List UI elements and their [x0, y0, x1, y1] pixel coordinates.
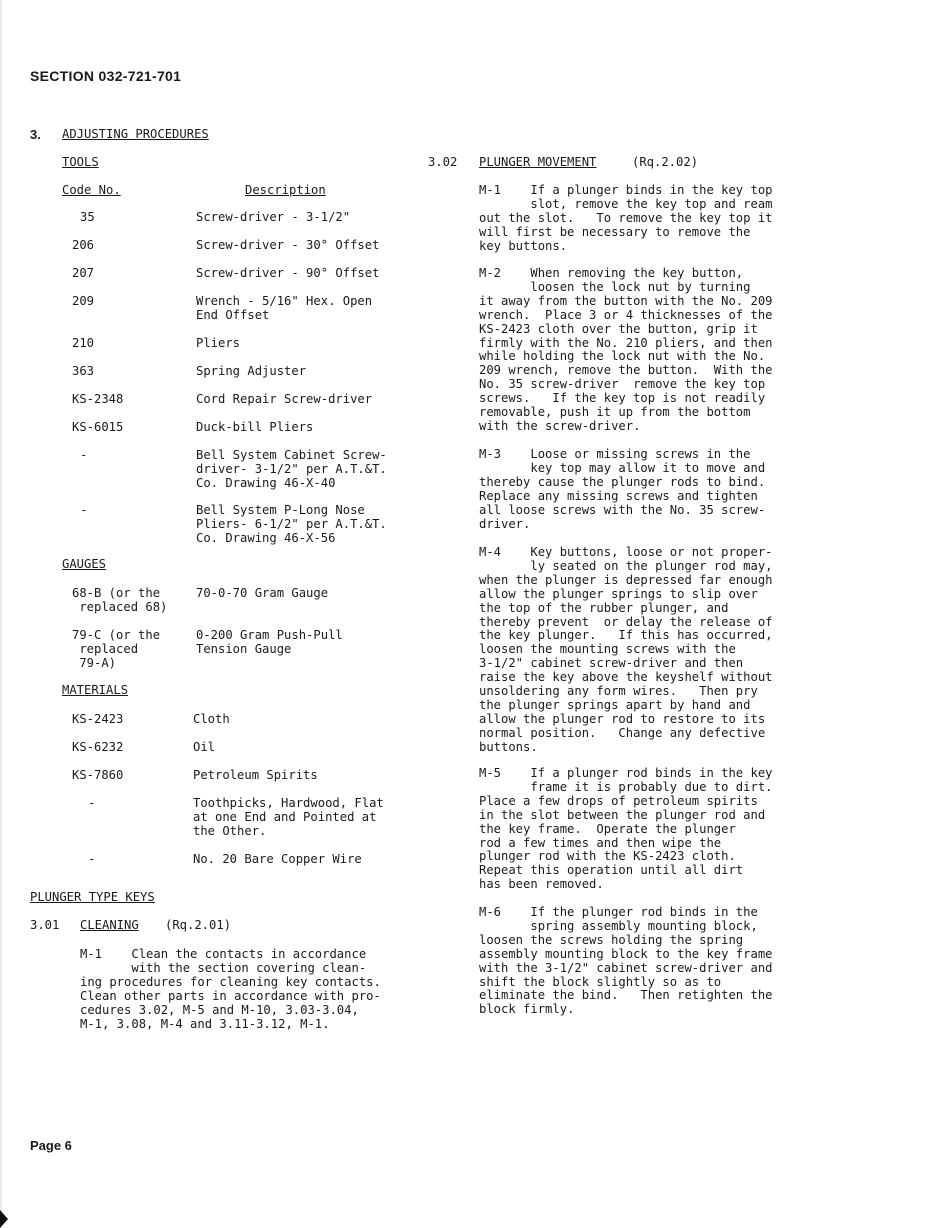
- plunger-movement-line: M-4 Key buttons, loose or not proper-: [479, 545, 773, 559]
- material-description: Toothpicks, Hardwood, Flat: [193, 796, 384, 810]
- tool-code: 35: [80, 210, 95, 224]
- plunger-movement-line: Place a few drops of petroleum spirits: [479, 793, 758, 808]
- plunger-movement-line: with the 3-1/2" cabinet screw-driver and: [479, 960, 773, 975]
- plunger-movement-line: key buttons.: [479, 238, 568, 253]
- cleaning-line: with the section covering clean-: [80, 961, 367, 975]
- page-number: Page 6: [30, 1138, 72, 1153]
- page-edge: [0, 0, 2, 1228]
- plunger-movement-line: out the slot. To remove the key top it: [479, 210, 773, 225]
- page-marker-icon: [0, 1210, 8, 1228]
- gauge-code: replaced 68): [72, 600, 168, 614]
- plunger-movement-title: PLUNGER MOVEMENT: [479, 155, 597, 169]
- plunger-movement-line: ly seated on the plunger rod may,: [479, 558, 773, 573]
- plunger-movement-line: rod a few times and then wipe the: [479, 835, 722, 850]
- tool-description: Pliers- 6-1/2" per A.T.&T.: [196, 517, 387, 531]
- material-description: at one End and Pointed at: [193, 810, 377, 824]
- plunger-movement-line: spring assembly mounting block,: [479, 918, 758, 933]
- plunger-movement-line: loosen the mounting screws with the: [479, 642, 736, 657]
- tool-description: Wrench - 5/16" Hex. Open: [196, 294, 373, 308]
- plunger-movement-line: while holding the lock nut with the No.: [479, 349, 766, 364]
- heading-number: 3.: [30, 127, 41, 142]
- material-description: Petroleum Spirits: [193, 768, 318, 782]
- material-description: Cloth: [193, 712, 230, 726]
- plunger-movement-line: 3-1/2" cabinet screw-driver and then: [479, 656, 744, 671]
- gauge-description: 70-0-70 Gram Gauge: [196, 586, 329, 600]
- plunger-movement-line: slot, remove the key top and ream: [479, 196, 773, 211]
- plunger-movement-line: No. 35 screw-driver remove the key top: [479, 377, 766, 392]
- plunger-movement-line: allow the plunger rod to restore to its: [479, 711, 766, 726]
- tool-description: End Offset: [196, 308, 270, 322]
- tool-description: Screw-driver - 30° Offset: [196, 238, 380, 252]
- tool-code: 210: [72, 336, 95, 350]
- plunger-movement-line: unsoldering any form wires. Then pry: [479, 684, 758, 698]
- cleaning-line: M-1 Clean the contacts in accordance: [80, 947, 367, 961]
- tools-col-code: Code No.: [62, 183, 121, 197]
- gauge-code: 79-A): [72, 656, 117, 670]
- plunger-movement-line: all loose screws with the No. 35 screw-: [479, 502, 766, 517]
- plunger-movement-line: M-1 If a plunger binds in the key top: [479, 183, 773, 197]
- tool-code: KS-6015: [72, 420, 124, 434]
- plunger-movement-line: loosen the screws holding the spring: [479, 932, 744, 947]
- cleaning-title: CLEANING: [80, 918, 139, 932]
- tool-code: 207: [72, 266, 95, 280]
- plunger-movement-line: key top may allow it to move and: [479, 460, 766, 475]
- plunger-movement-line: driver.: [479, 516, 531, 531]
- tool-description: Bell System Cabinet Screw-: [196, 448, 387, 462]
- plunger-movement-line: Replace any missing screws and tighten: [479, 488, 758, 503]
- gauge-code: 79-C (or the: [72, 628, 161, 642]
- cleaning-line: ing procedures for cleaning key contacts.: [80, 975, 381, 989]
- plunger-movement-line: block firmly.: [479, 1002, 575, 1017]
- material-code: -: [88, 852, 96, 866]
- plunger-type-keys-label: PLUNGER TYPE KEYS: [30, 890, 155, 904]
- tool-code: 206: [72, 238, 95, 252]
- material-description: the Other.: [193, 824, 267, 838]
- material-code: KS-6232: [72, 740, 124, 754]
- gauges-label: GAUGES: [62, 557, 107, 571]
- plunger-movement-line: 209 wrench, remove the button. With the: [479, 363, 773, 378]
- tool-description: driver- 3-1/2" per A.T.&T.: [196, 462, 387, 476]
- plunger-movement-line: M-2 When removing the key button,: [479, 266, 744, 280]
- gauge-description: 0-200 Gram Push-Pull: [196, 628, 343, 642]
- cleaning-line: cedures 3.02, M-5 and M-10, 3.03-3.04,: [80, 1003, 359, 1017]
- plunger-movement-line: has been removed.: [479, 877, 604, 892]
- plunger-movement-line: KS-2423 cloth over the button, grip it: [479, 321, 758, 336]
- gauge-code: 68-B (or the: [72, 586, 161, 600]
- plunger-movement-line: loosen the lock nut by turning: [479, 279, 751, 294]
- plunger-movement-line: the plunger springs apart by hand and: [479, 697, 751, 712]
- plunger-movement-line: frame it is probably due to dirt.: [479, 779, 773, 794]
- tool-description: Screw-driver - 3-1/2": [196, 210, 351, 224]
- plunger-movement-line: thereby cause the plunger rods to bind.: [479, 474, 766, 489]
- tools-col-desc: Description: [245, 183, 326, 197]
- plunger-movement-line: the top of the rubber plunger, and: [479, 600, 729, 615]
- plunger-movement-line: in the slot between the plunger rod and: [479, 807, 766, 822]
- plunger-movement-line: will first be necessary to remove the: [479, 224, 751, 239]
- cleaning-number: 3.01: [30, 918, 60, 932]
- material-code: KS-7860: [72, 768, 124, 782]
- plunger-movement-line: shift the block slightly so as to: [479, 974, 722, 989]
- plunger-movement-line: thereby prevent or delay the release of: [479, 614, 773, 629]
- heading-title: ADJUSTING PROCEDURES: [62, 127, 209, 141]
- tool-code: -: [80, 448, 88, 462]
- plunger-movement-line: firmly with the No. 210 pliers, and then: [479, 335, 773, 350]
- gauge-description: Tension Gauge: [196, 642, 292, 656]
- plunger-movement-line: allow the plunger springs to slip over: [479, 586, 758, 601]
- plunger-movement-line: raise the key above the keyshelf without: [479, 670, 773, 685]
- material-code: KS-2423: [72, 712, 124, 726]
- material-description: No. 20 Bare Copper Wire: [193, 852, 362, 866]
- plunger-movement-number: 3.02: [428, 155, 458, 169]
- plunger-movement-line: removable, push it up from the bottom: [479, 405, 751, 419]
- tool-code: 363: [72, 364, 95, 378]
- plunger-movement-line: wrench. Place 3 or 4 thicknesses of the: [479, 307, 773, 322]
- tool-code: 209: [72, 294, 95, 308]
- cleaning-line: Clean other parts in accordance with pro-: [80, 989, 381, 1003]
- tool-description: Co. Drawing 46-X-56: [196, 531, 336, 545]
- plunger-movement-line: it away from the button with the No. 209: [479, 293, 773, 308]
- tools-label: TOOLS: [62, 155, 99, 169]
- tool-description: Screw-driver - 90° Offset: [196, 266, 380, 280]
- plunger-movement-line: the key frame. Operate the plunger: [479, 821, 736, 836]
- tool-description: Spring Adjuster: [196, 364, 307, 378]
- plunger-movement-line: normal position. Change any defective: [479, 725, 766, 740]
- tool-description: Co. Drawing 46-X-40: [196, 476, 336, 490]
- plunger-movement-line: the key plunger. If this has occurred,: [479, 628, 773, 643]
- plunger-movement-line: with the screw-driver.: [479, 418, 641, 433]
- section-header: SECTION 032-721-701: [30, 68, 182, 84]
- plunger-movement-line: M-5 If a plunger rod binds in the key: [479, 766, 773, 780]
- plunger-movement-line: Repeat this operation until all dirt: [479, 863, 744, 878]
- plunger-movement-line: when the plunger is depressed far enough: [479, 572, 773, 587]
- plunger-movement-line: assembly mounting block to the key frame: [479, 946, 773, 961]
- cleaning-ref: (Rq.2.01): [165, 918, 232, 932]
- plunger-movement-line: eliminate the bind. Then retighten the: [479, 988, 773, 1003]
- plunger-movement-line: M-6 If the plunger rod binds in the: [479, 905, 758, 919]
- tool-description: Cord Repair Screw-driver: [196, 392, 373, 406]
- plunger-movement-line: M-3 Loose or missing screws in the: [479, 447, 751, 461]
- tool-description: Pliers: [196, 336, 241, 350]
- tool-code: KS-2348: [72, 392, 124, 406]
- cleaning-line: M-1, 3.08, M-4 and 3.11-3.12, M-1.: [80, 1017, 330, 1031]
- material-description: Oil: [193, 740, 216, 754]
- materials-label: MATERIALS: [62, 683, 129, 697]
- plunger-movement-line: plunger rod with the KS-2423 cloth.: [479, 849, 736, 864]
- tool-description: Bell System P-Long Nose: [196, 503, 365, 517]
- gauge-code: replaced: [72, 642, 139, 656]
- plunger-movement-line: buttons.: [479, 739, 538, 754]
- plunger-movement-line: screws. If the key top is not readily: [479, 391, 766, 406]
- tool-code: -: [80, 503, 88, 517]
- material-code: -: [88, 796, 96, 810]
- plunger-movement-ref: (Rq.2.02): [632, 155, 699, 169]
- tool-description: Duck-bill Pliers: [196, 420, 314, 434]
